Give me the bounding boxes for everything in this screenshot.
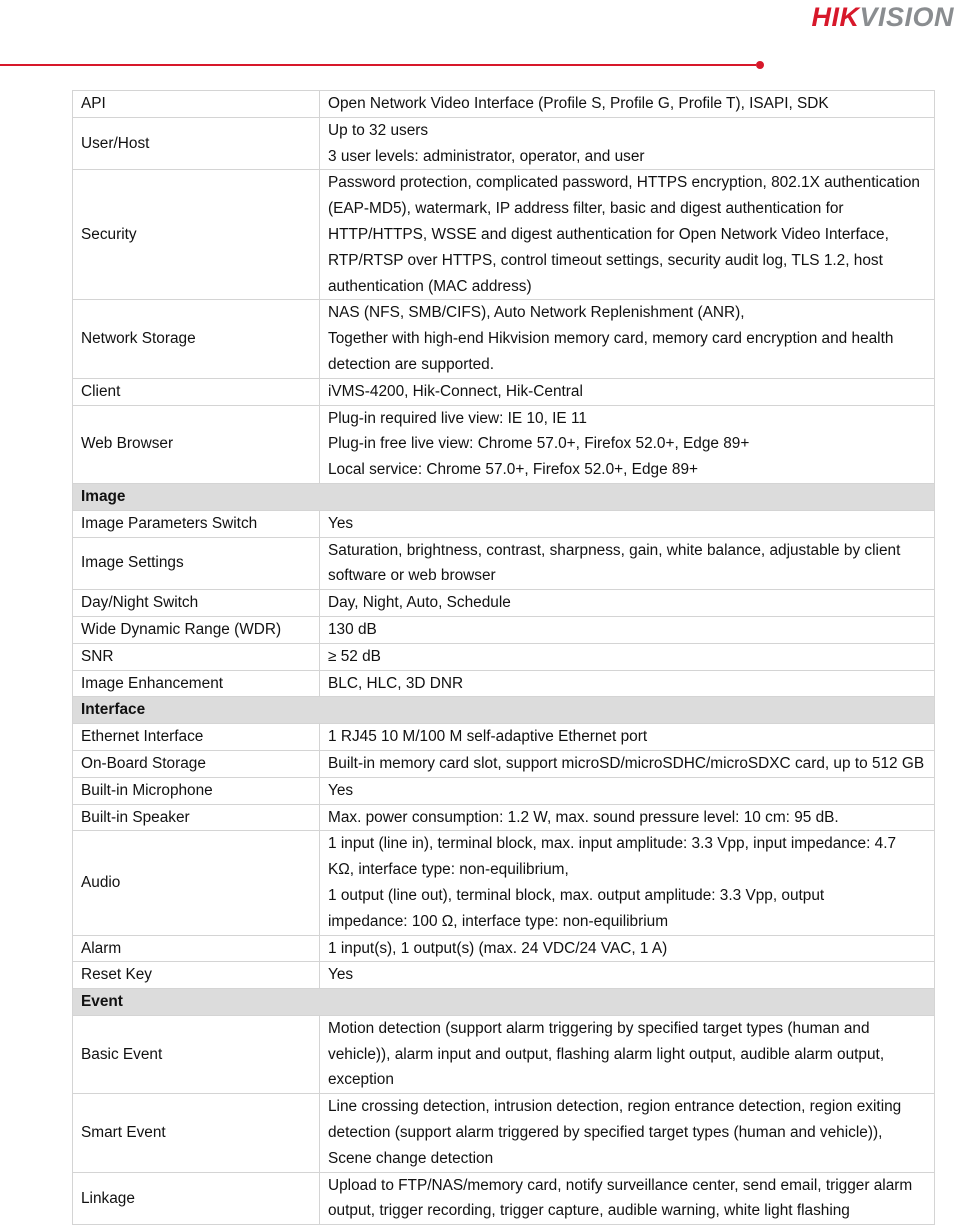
spec-value-line: Local service: Chrome 57.0+, Firefox 52.0+, Edge 89+ bbox=[328, 461, 699, 479]
spec-value bbox=[320, 405, 935, 483]
hikvision-logo bbox=[811, 2, 954, 33]
spec-row bbox=[73, 405, 935, 483]
spec-value bbox=[320, 1172, 935, 1225]
spec-label: Basic Event bbox=[73, 1015, 320, 1093]
spec-label: Smart Event bbox=[73, 1094, 320, 1172]
spec-label: Audio bbox=[73, 831, 320, 935]
spec-label: Built-in Speaker bbox=[73, 804, 320, 831]
spec-row bbox=[73, 378, 935, 405]
spec-value bbox=[320, 300, 935, 378]
spec-row bbox=[73, 1015, 935, 1093]
spec-row bbox=[73, 724, 935, 751]
spec-value bbox=[320, 804, 935, 831]
spec-value-line: 130 dB bbox=[328, 620, 377, 638]
spec-row bbox=[73, 777, 935, 804]
spec-label: Linkage bbox=[73, 1172, 320, 1225]
spec-value-line: NAS (NFS, SMB/CIFS), Auto Network Replenishment (ANR), bbox=[328, 304, 745, 322]
spec-value-line: detection are supported. bbox=[328, 355, 494, 373]
spec-row bbox=[73, 962, 935, 989]
spec-value-line: Up to 32 users bbox=[328, 121, 429, 139]
spec-value bbox=[320, 170, 935, 300]
spec-value-line: Plug-in required live view: IE 10, IE 11 bbox=[328, 409, 587, 427]
section-header-row bbox=[73, 697, 935, 724]
spec-value-line: Open Network Video Interface (Profile S, Profile G, Profile T), ISAPI, SDK bbox=[328, 95, 829, 112]
spec-value-line: HTTP/HTTPS, WSSE and digest authentication for Open Network Video Interface, bbox=[328, 225, 889, 243]
spec-value bbox=[320, 590, 935, 617]
spec-value bbox=[320, 831, 935, 935]
spec-value bbox=[320, 777, 935, 804]
spec-value-line: Built-in memory card slot, support microSD/microSDHC/microSDXC card, up to 512 GB bbox=[328, 754, 925, 772]
spec-value bbox=[320, 378, 935, 405]
spec-label: API bbox=[73, 91, 320, 118]
spec-value-line: iVMS-4200, Hik-Connect, Hik-Central bbox=[328, 382, 583, 400]
spec-row bbox=[73, 643, 935, 670]
spec-label: Reset Key bbox=[73, 962, 320, 989]
spec-row bbox=[73, 935, 935, 962]
spec-value bbox=[320, 724, 935, 751]
spec-label: Web Browser bbox=[73, 405, 320, 483]
spec-value-line: Password protection, complicated password, HTTPS encryption, 802.1X authentication bbox=[328, 174, 920, 192]
spec-value-line: detection (support alarm triggered by specified target types (human and vehicle)), bbox=[328, 1124, 883, 1142]
spec-value-line: Plug-in free live view: Chrome 57.0+, Firefox 52.0+, Edge 89+ bbox=[328, 435, 750, 453]
spec-value bbox=[320, 643, 935, 670]
spec-label: Built-in Microphone bbox=[73, 777, 320, 804]
header-divider bbox=[0, 64, 756, 66]
spec-value-line: (EAP-MD5), watermark, IP address filter, basic and digest authentication for bbox=[328, 200, 844, 218]
spec-value-line: software or web browser bbox=[328, 567, 496, 585]
spec-label: Alarm bbox=[73, 935, 320, 962]
spec-label: Day/Night Switch bbox=[73, 590, 320, 617]
spec-value-line: 3 user levels: administrator, operator, and user bbox=[328, 147, 645, 165]
spec-row bbox=[73, 670, 935, 697]
spec-label: Image Settings bbox=[73, 537, 320, 590]
spec-value bbox=[320, 750, 935, 777]
spec-label: Image Parameters Switch bbox=[73, 510, 320, 537]
section-header-row bbox=[73, 989, 935, 1016]
spec-value-line: Max. power consumption: 1.2 W, max. sound pressure level: 10 cm: 95 dB. bbox=[328, 808, 839, 826]
spec-value-line: 1 input(s), 1 output(s) (max. 24 VDC/24 VAC, 1 A) bbox=[328, 939, 668, 957]
header-divider-dot bbox=[756, 61, 764, 69]
spec-row bbox=[73, 91, 935, 118]
spec-label: Wide Dynamic Range (WDR) bbox=[73, 616, 320, 643]
spec-label: On-Board Storage bbox=[73, 750, 320, 777]
spec-label: Client bbox=[73, 378, 320, 405]
spec-row bbox=[73, 1094, 935, 1172]
spec-label: Ethernet Interface bbox=[73, 724, 320, 751]
spec-value-line: KΩ, interface type: non-equilibrium, bbox=[328, 861, 569, 879]
spec-value-line: Together with high-end Hikvision memory card, memory card encryption and health bbox=[328, 330, 894, 348]
spec-value-line: exception bbox=[328, 1071, 394, 1089]
spec-value bbox=[320, 537, 935, 590]
spec-value-line: 1 RJ45 10 M/100 M self-adaptive Ethernet port bbox=[328, 728, 648, 746]
spec-value-line: RTP/RTSP over HTTPS, control timeout settings, security audit log, TLS 1.2, host bbox=[328, 251, 883, 269]
spec-value-line: Upload to FTP/NAS/memory card, notify surveillance center, send email, trigger alarm bbox=[328, 1176, 913, 1194]
section-title: Image bbox=[73, 483, 935, 510]
spec-row bbox=[73, 590, 935, 617]
logo-hik-text: HIK bbox=[811, 2, 860, 32]
spec-value bbox=[320, 510, 935, 537]
spec-value-line: Yes bbox=[328, 514, 354, 532]
section-title: Interface bbox=[73, 697, 935, 724]
spec-value-line: authentication (MAC address) bbox=[328, 277, 532, 295]
spec-value-line: impedance: 100 Ω, interface type: non-equilibrium bbox=[328, 912, 669, 930]
spec-label: SNR bbox=[73, 643, 320, 670]
spec-row bbox=[73, 831, 935, 935]
spec-row bbox=[73, 510, 935, 537]
spec-row bbox=[73, 616, 935, 643]
spec-row bbox=[73, 750, 935, 777]
spec-row bbox=[73, 170, 935, 300]
spec-value-line: Yes bbox=[328, 966, 354, 984]
spec-label: Image Enhancement bbox=[73, 670, 320, 697]
spec-value-line: 1 output (line out), terminal block, max. output amplitude: 3.3 Vpp, output bbox=[328, 886, 825, 904]
section-header-row bbox=[73, 483, 935, 510]
spec-label: Security bbox=[73, 170, 320, 300]
spec-row bbox=[73, 117, 935, 170]
logo-vision-text: VISION bbox=[859, 2, 954, 32]
spec-value bbox=[320, 1015, 935, 1093]
spec-row bbox=[73, 1172, 935, 1225]
spec-value bbox=[320, 1094, 935, 1172]
spec-value bbox=[320, 117, 935, 170]
spec-label: User/Host bbox=[73, 117, 320, 170]
spec-value-line: Motion detection (support alarm triggering by specified target types (human and bbox=[328, 1019, 870, 1037]
spec-value-line: Day, Night, Auto, Schedule bbox=[328, 594, 511, 612]
spec-value bbox=[320, 670, 935, 697]
spec-table-body bbox=[73, 91, 935, 1225]
spec-value bbox=[320, 962, 935, 989]
spec-value-line: BLC, HLC, 3D DNR bbox=[328, 674, 464, 692]
spec-value-line: Saturation, brightness, contrast, sharpness, gain, white balance, adjustable by client bbox=[328, 541, 901, 559]
spec-value bbox=[320, 935, 935, 962]
spec-value-line: Yes bbox=[328, 781, 354, 799]
spec-value-line: 1 input (line in), terminal block, max. input amplitude: 3.3 Vpp, input impedance: 4.7 bbox=[328, 835, 897, 853]
spec-row bbox=[73, 804, 935, 831]
section-title: Event bbox=[73, 989, 935, 1016]
spec-value-line: vehicle)), alarm input and output, flashing alarm light output, audible alarm output, bbox=[328, 1045, 885, 1063]
spec-label: Network Storage bbox=[73, 300, 320, 378]
spec-row bbox=[73, 300, 935, 378]
spec-value-line: Scene change detection bbox=[328, 1149, 494, 1167]
spec-value bbox=[320, 616, 935, 643]
spec-value-line: Line crossing detection, intrusion detection, region entrance detection, region exiting bbox=[328, 1098, 902, 1116]
spec-row bbox=[73, 537, 935, 590]
spec-value bbox=[320, 91, 935, 118]
spec-value-line: output, trigger recording, trigger capture, audible warning, white light flashing bbox=[328, 1202, 850, 1220]
spec-table bbox=[72, 90, 935, 1225]
spec-value-line: ≥ 52 dB bbox=[328, 647, 381, 665]
